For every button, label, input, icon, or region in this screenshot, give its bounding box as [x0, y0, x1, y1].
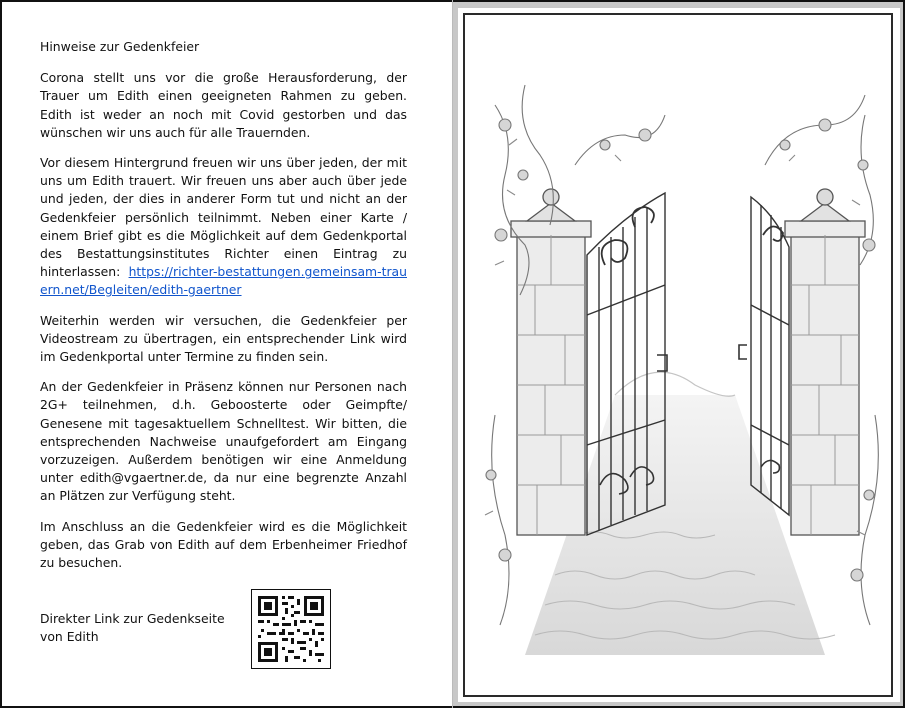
qr-caption	[40, 610, 240, 646]
paragraph-gedenkportal	[40, 154, 407, 300]
gedenkportal-link[interactable]: https://richter-bestattungen.gemeinsam-trauern.net/Begleiten/edith-gaertner	[40, 264, 407, 298]
left-pillar	[511, 189, 591, 535]
page-heading: Hinweise zur Gedenkfeier	[40, 39, 200, 54]
garden-gate-illustration	[465, 15, 891, 695]
paragraph-2g-plus: An der Gedenkfeier in Präsenz können nur Personen nach 2G+ teilnehmen, d.h. Geboosterte oder Geimpfte/ Genesene mit tagesaktuellem Schnelltest. Wir bitten, die entsprechenden Nachweise unaufgefordert am Eingang vorzuzeigen. Außerdem benötigen wir eine Anmeldung unter edith@vgaertner.de, da nur eine begrenzte Anzahl an Plätzen zur Verfügung steht.	[40, 379, 407, 504]
qr-code[interactable]	[251, 589, 331, 669]
qr-caption-line1: Direkter Link zur Gedenkseite	[40, 611, 225, 626]
text-page	[40, 38, 407, 584]
distant-hills	[615, 372, 735, 396]
paragraph-corona: Corona stellt uns vor die große Herausforderung, der Trauer um Edith einen geeigneten Rahmen zu geben. Edith ist weder an noch mit Covid gestorben und das wünschen wir uns auch für alle Trauernden.	[40, 70, 407, 140]
paragraph-grave-visit: Im Anschluss an die Gedenkfeier wird es die Möglichkeit geben, das Grab von Edith auf dem Erbenheimer Friedhof zu besuchen.	[40, 518, 407, 571]
illustration-frame	[463, 13, 893, 697]
paragraph-videostream: Weiterhin werden wir versuchen, die Gedenkfeier per Videostream zu übertragen, ein entsprechender Link wird im Gedenkportal unter Termine zu finden sein.	[40, 312, 407, 365]
paragraph-gedenkportal-text: Vor diesem Hintergrund freuen wir uns über jeden, der mit uns um Edith trauert. Wir freuen uns aber auch über jede und jeden, der dies in anderer Form tut und nicht an der Gedenkfeier persönlich teilnimmt. Neben einer Karte / einem Brief gibt es die Möglichkeit auf dem Gedenkportal des Bestattungsinstitutes Richter einen Eintrag zu hinterlassen:	[40, 155, 407, 280]
qr-caption-line2: von Edith	[40, 629, 99, 645]
qr-code-graphic	[252, 590, 330, 668]
right-pillar	[785, 189, 865, 535]
